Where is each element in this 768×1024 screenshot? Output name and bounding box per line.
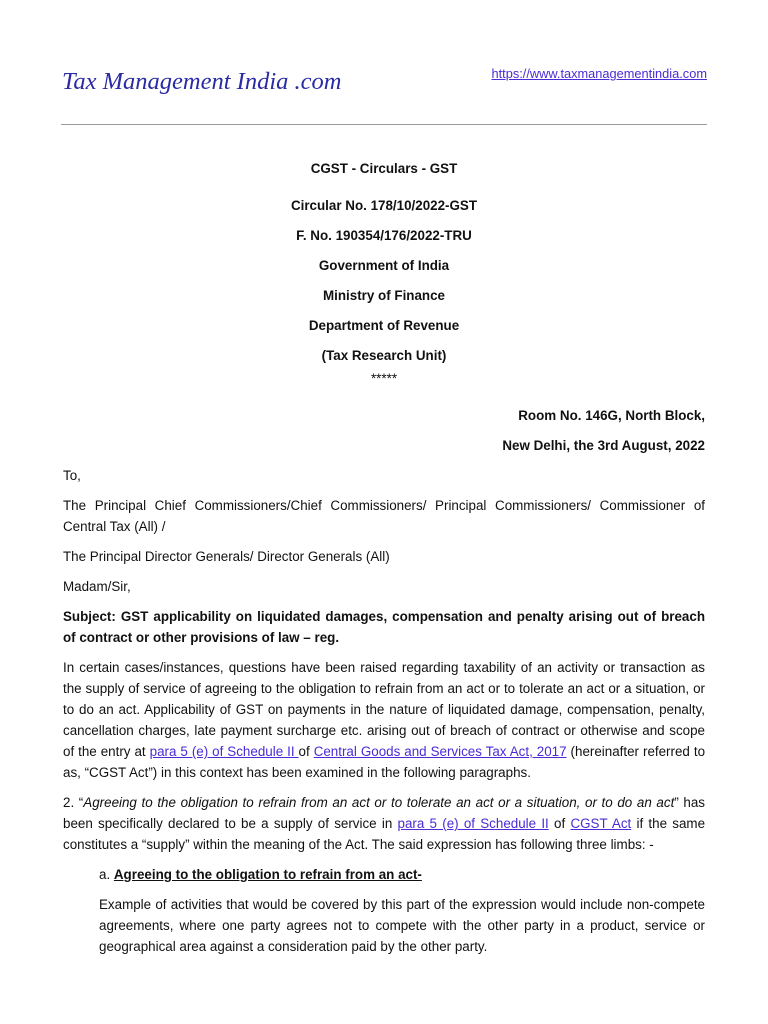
- cgst-act-2017-link[interactable]: Central Goods and Services Tax Act, 2017: [313, 744, 567, 759]
- paragraph-2-text-d: if the same constitutes a “supply” within the meaning of the Act. The said expression has following three limbs: -: [63, 816, 706, 852]
- sub-point-a-text: Example of activities that would be covered by this part of the expression would include non-compete agreements, where one party agrees not to compete with the other party in a product, service or geographical area against a consideration paid by the other party.: [99, 897, 705, 954]
- addressee-1: The Principal Chief Commissioners/Chief Commissioners/ Principal Commissioners/ Commissioner of Central Tax (All) /: [63, 498, 705, 534]
- subject-line: Subject: GST applicability on liquidated damages, compensation and penalty arising out of breach of contract or other provisions of law – reg.: [63, 609, 705, 645]
- circular-document: [63, 158, 705, 957]
- paragraph-1-text-b: of: [298, 744, 314, 759]
- paragraph-1: [63, 657, 705, 783]
- doc-category: CGST - Circulars - GST: [310, 161, 458, 176]
- separator-stars: *****: [370, 371, 398, 386]
- salutation: Madam/Sir,: [63, 579, 131, 594]
- circular-number: Circular No. 178/10/2022-GST: [290, 198, 478, 213]
- schedule-ii-para-link[interactable]: para 5 (e) of Schedule II: [149, 744, 299, 759]
- paragraph-1-text-c: (hereinafter referred to as, “CGST Act”) in this context has been examined in the following paragraphs.: [63, 744, 706, 780]
- sub-point-a-marker: a.: [99, 867, 114, 882]
- file-number: F. No. 190354/176/2022-TRU: [296, 228, 472, 243]
- paragraph-1-text-a: In certain cases/instances, questions have been raised regarding taxability of an activity or transaction as the supply of service of agreeing to the obligation to refrain from an act or to tolerate an act or a situation, or to do an act. Applicability of GST on payments in the nature of liquidated damage, compensation, penalty, cancellation charges, late payment surcharge etc. arising out of breach of contract or otherwise and scope of the entry at: [63, 660, 705, 759]
- site-url-link[interactable]: https://www.taxmanagementindia.com: [491, 66, 707, 81]
- to-line: To,: [63, 468, 81, 483]
- department: Department of Revenue: [308, 318, 460, 333]
- government: Government of India: [318, 258, 450, 273]
- schedule-ii-para-link-2[interactable]: para 5 (e) of Schedule II: [397, 816, 549, 831]
- room-address: Room No. 146G, North Block,: [518, 408, 705, 423]
- site-title: Tax Management India .com: [62, 68, 342, 95]
- unit: (Tax Research Unit): [321, 348, 447, 363]
- place-date: New Delhi, the 3rd August, 2022: [502, 438, 705, 453]
- paragraph-2: [63, 792, 705, 855]
- paragraph-2-quote: Agreeing to the obligation to refrain from an act or to tolerate an act or a situation, or to do an act: [83, 795, 675, 810]
- cgst-act-link[interactable]: CGST Act: [570, 816, 632, 831]
- addressee-2: The Principal Director Generals/ Director Generals (All): [63, 549, 390, 564]
- paragraph-2-text-c: of: [548, 816, 571, 831]
- ministry: Ministry of Finance: [322, 288, 446, 303]
- paragraph-2-text-b: ” has been specifically declared to be a supply of service in: [63, 795, 706, 831]
- paragraph-2-text-a: 2. “: [63, 795, 84, 810]
- header-divider: [61, 124, 707, 125]
- sub-point-a-heading: [99, 864, 705, 885]
- sub-point-a-title: Agreeing to the obligation to refrain from an act-: [113, 867, 422, 882]
